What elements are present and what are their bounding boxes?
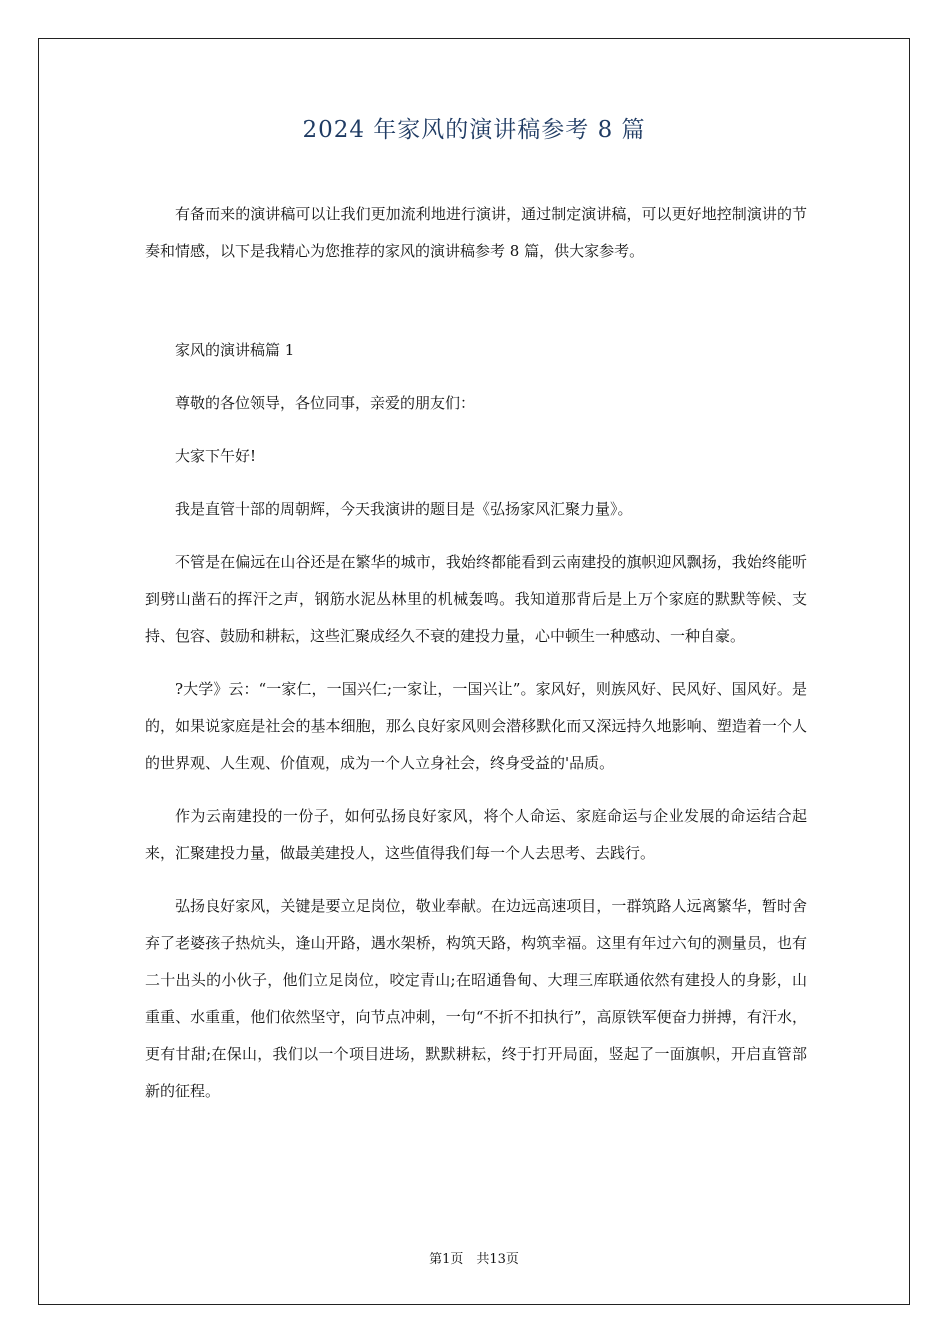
body-paragraph: 不管是在偏远在山谷还是在繁华的城市，我始终都能看到云南建投的旗帜迎风飘扬，我始终能听到劈山凿石的挥汗之声，钢筋水泥丛林里的机械轰鸣。我知道那背后是上万个家庭的默默等候、支持、包容、鼓励和耕耘，这些汇聚成经久不衰的建投力量，心中顿生一种感动、一种自豪。 bbox=[145, 553, 807, 645]
body-paragraph: 弘扬良好家风，关键是要立足岗位，敬业奉献。在边远高速项目，一群筑路人远离繁华，暂时舍弃了老婆孩子热炕头，逢山开路，遇水架桥，构筑天路，构筑幸福。这里有年过六旬的测量员，也有二十出头的小伙子，他们立足岗位，咬定青山;在昭通鲁甸、大理三库联通依然有建投人的身影，山重重、水重重，他们依然坚守，向节点冲刺，一句“不折不扣执行”，高原铁军便奋力拼搏，有汗水，更有甘甜;在保山，我们以一个项目进场，默默耕耘，终于打开局面，竖起了一面旗帜，开启直管部新的征程。 bbox=[145, 897, 807, 1100]
greeting: 大家下午好! bbox=[175, 447, 257, 465]
speaker-intro: 我是直管十部的周朝辉，今天我演讲的题目是《弘扬家风汇聚力量》。 bbox=[175, 500, 633, 518]
body-paragraph: 作为云南建投的一份子，如何弘扬良好家风，将个人命运、家庭命运与企业发展的命运结合起来，汇聚建投力量，做最美建投人，这些值得我们每一个人去思考、去践行。 bbox=[145, 807, 807, 862]
document-body bbox=[145, 196, 807, 1110]
body-paragraph: ?大学》云：“一家仁，一国兴仁;一家让，一国兴让”。家风好，则族风好、民风好、国风好。是的，如果说家庭是社会的基本细胞，那么良好家风则会潜移默化而又深远持久地影响、塑造着一个人的世界观、人生观、价值观，成为一个人立身社会，终身受益的'品质。 bbox=[145, 680, 807, 772]
document-title: 2024 年家风的演讲稿参考 8 篇 bbox=[302, 117, 646, 143]
intro-paragraph: 有备而来的演讲稿可以让我们更加流利地进行演讲，通过制定演讲稿，可以更好地控制演讲的节奏和情感，以下是我精心为您推荐的家风的演讲稿参考 8 篇，供大家参考。 bbox=[145, 205, 807, 260]
section-heading: 家风的演讲稿篇 1 bbox=[175, 341, 295, 359]
salutation: 尊敬的各位领导，各位同事，亲爱的朋友们： bbox=[175, 394, 476, 412]
page-footer: 第1页 共13页 bbox=[429, 1252, 519, 1267]
